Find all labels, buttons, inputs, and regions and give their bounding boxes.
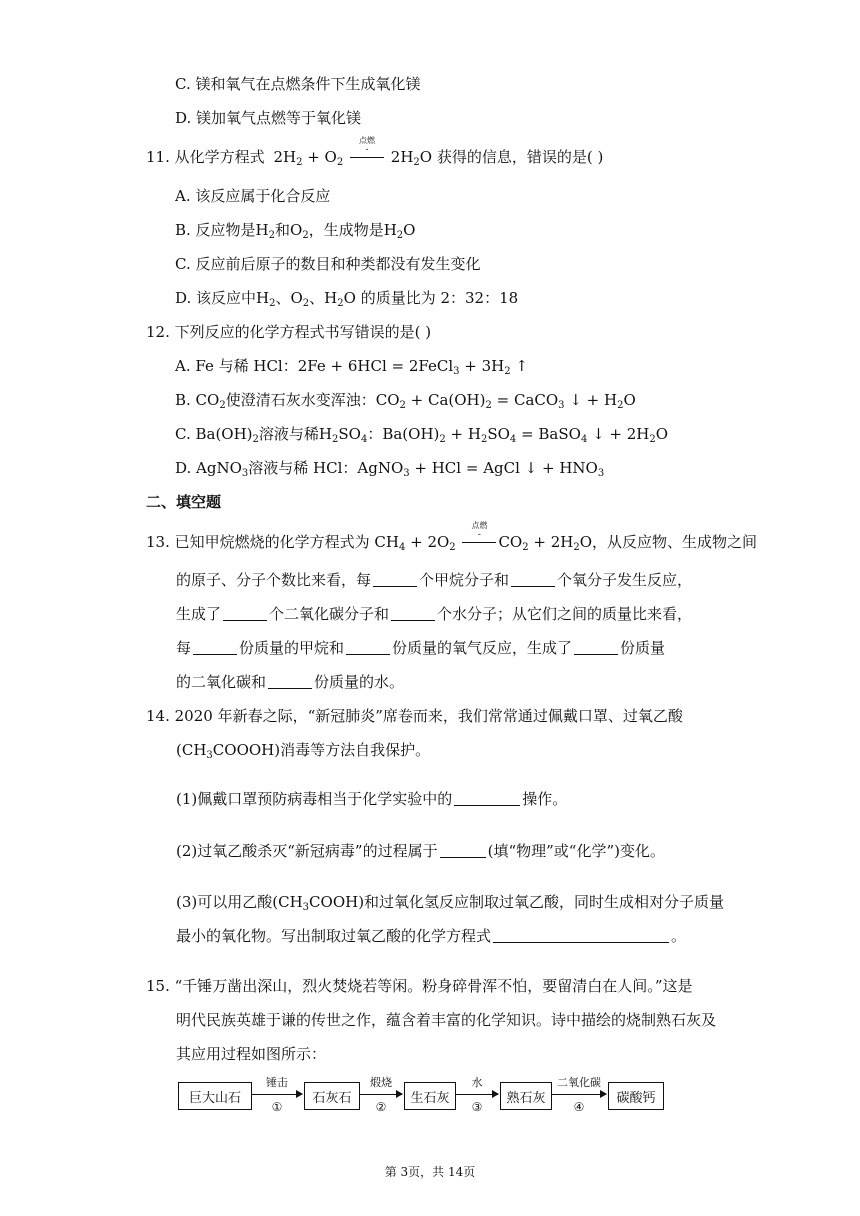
text-segment: D. AgNO bbox=[175, 459, 242, 477]
subscript: 4 bbox=[580, 434, 588, 445]
q14-line-2 bbox=[176, 740, 430, 766]
subscript: 4 bbox=[398, 542, 406, 553]
text-segment: 使澄清石灰水变浑浊：CO bbox=[225, 391, 400, 409]
text-segment: 已知甲烷燃烧的化学方程式为 CH bbox=[174, 533, 399, 551]
flow-box: 碳酸钙 bbox=[608, 1082, 664, 1110]
stem-text: 获得的信息，错误的是( ) bbox=[436, 148, 604, 166]
q11-option-a: A. 该反应属于化合反应 bbox=[175, 187, 331, 205]
q12-stem bbox=[146, 322, 431, 342]
q11-stem bbox=[146, 136, 604, 173]
subscript: 2 bbox=[219, 400, 226, 411]
question-number: 13. bbox=[146, 533, 170, 551]
text-segment: 份质量的氧气反应，生成了 bbox=[392, 639, 573, 657]
subscript: 3 bbox=[597, 468, 605, 479]
text-segment: O bbox=[623, 391, 636, 409]
q15-line-1 bbox=[146, 976, 692, 996]
text-segment: O bbox=[403, 221, 416, 239]
subscript: 2 bbox=[337, 298, 344, 309]
text-segment: 点燃 bbox=[471, 521, 488, 530]
subscript: 2 bbox=[573, 542, 580, 553]
text-segment: - bbox=[477, 530, 481, 540]
q13-line-3 bbox=[176, 604, 692, 624]
question-number: 15. bbox=[146, 977, 170, 995]
text-segment: + Ca(OH) bbox=[405, 391, 486, 409]
text-segment: O bbox=[655, 425, 669, 443]
subscript: 3 bbox=[453, 366, 460, 377]
q14-part-2 bbox=[176, 841, 665, 861]
text-segment: 份质量 bbox=[620, 639, 666, 657]
reaction-condition bbox=[462, 521, 496, 552]
text-segment: = CaCO bbox=[491, 391, 559, 409]
answer-blank[interactable] bbox=[346, 639, 390, 655]
eq-term: 2H bbox=[390, 148, 414, 166]
q11-option-d bbox=[175, 288, 518, 314]
text-segment: 份质量的水。 bbox=[314, 673, 405, 691]
text-segment: 生成了 bbox=[176, 605, 222, 623]
subscript: 3 bbox=[302, 902, 310, 913]
subscript: 2 bbox=[413, 157, 420, 168]
subscript: 3 bbox=[241, 468, 249, 479]
answer-blank[interactable] bbox=[268, 673, 312, 689]
text-segment: 个甲烷分子和 bbox=[419, 571, 510, 589]
question-number: 11. bbox=[146, 148, 170, 166]
subscript: 2 bbox=[522, 542, 529, 553]
subscript: 2 bbox=[336, 157, 344, 168]
q13-line-4 bbox=[176, 638, 665, 658]
page-footer: 第 3页，共 14页 bbox=[384, 1165, 476, 1179]
subscript: 2 bbox=[332, 434, 339, 445]
q12-option-b bbox=[175, 390, 636, 416]
text-segment: 个水分子；从它们之间的质量比来看， bbox=[437, 605, 693, 623]
text-segment: CO bbox=[498, 533, 523, 551]
q15-line-2: 明代民族英雄于谦的传世之作，蕴含着丰富的化学知识。诗中描绘的烧制熟石灰及 bbox=[176, 1011, 717, 1029]
text-segment: C. Ba(OH) bbox=[175, 425, 253, 443]
subscript: 2 bbox=[268, 230, 276, 241]
q13-line-1 bbox=[146, 521, 758, 558]
subscript: 2 bbox=[396, 230, 404, 241]
answer-blank[interactable] bbox=[574, 639, 618, 655]
text-segment: ：Ba(OH) bbox=[367, 425, 440, 443]
subscript: 3 bbox=[558, 400, 565, 411]
subscript: 2 bbox=[485, 400, 492, 411]
q14-part-3 bbox=[176, 892, 724, 918]
flow-box: 熟石灰 bbox=[500, 1082, 552, 1110]
text-segment: 的二氧化碳和 bbox=[176, 673, 267, 691]
q11-option-c: C. 反应前后原子的数目和种类都没有发生变化 bbox=[175, 255, 481, 273]
subscript: 4 bbox=[360, 434, 368, 445]
text-segment: B. 反应物是H bbox=[175, 221, 269, 239]
flow-arrow-label: 二氧化碳 bbox=[557, 1076, 601, 1089]
condition-label: 点燃 bbox=[359, 136, 376, 145]
q12-option-d bbox=[175, 458, 604, 484]
q13-line-2 bbox=[176, 570, 692, 590]
text-segment: 溶液与稀H bbox=[258, 425, 332, 443]
subscript: 2 bbox=[302, 298, 310, 309]
text-segment: O，从反应物、生成物之间 bbox=[579, 533, 758, 551]
text-segment: 。 bbox=[671, 927, 687, 945]
flow-step-number: ① bbox=[271, 1100, 283, 1114]
text-segment: 的原子、分子个数比来看，每 bbox=[176, 571, 372, 589]
flow-box: 巨大山石 bbox=[178, 1082, 252, 1110]
text-segment: A. Fe 与稀 HCl：2Fe + 6HCl = 2FeCl bbox=[175, 357, 454, 375]
subscript: 2 bbox=[504, 366, 511, 377]
text-segment: + 2O bbox=[405, 533, 450, 551]
subscript: 2 bbox=[617, 400, 624, 411]
q10-option-c: C. 镁和氧气在点燃条件下生成氧化镁 bbox=[175, 75, 421, 93]
flow-step-number: ③ bbox=[471, 1100, 483, 1114]
flow-arrow bbox=[552, 1094, 606, 1095]
q14-part-1 bbox=[176, 789, 567, 809]
flow-step-number: ② bbox=[375, 1100, 387, 1114]
text-segment: 、O bbox=[275, 289, 303, 307]
subscript: 2 bbox=[649, 434, 656, 445]
q10-option-d: D. 镁加氧气点燃等于氧化镁 bbox=[175, 109, 362, 127]
text-segment: ，生成物是H bbox=[308, 221, 397, 239]
eq-term: O bbox=[419, 148, 433, 166]
text-segment: 个二氧化碳分子和 bbox=[269, 605, 390, 623]
question-number: 12. bbox=[146, 323, 170, 341]
flow-arrow bbox=[252, 1094, 302, 1095]
q11-option-b bbox=[175, 220, 415, 246]
flow-arrow bbox=[456, 1094, 498, 1095]
answer-blank[interactable] bbox=[391, 605, 435, 621]
q13-line-5 bbox=[176, 672, 404, 692]
text-segment: 溶液与稀 HCl：AgNO bbox=[248, 459, 404, 477]
text-segment: B. CO bbox=[175, 391, 220, 409]
text-segment: (2)过氧乙酸杀灭“新冠病毒”的过程属于 bbox=[176, 842, 438, 860]
q14-line-1 bbox=[146, 706, 683, 726]
answer-blank[interactable] bbox=[193, 639, 237, 655]
answer-blank[interactable] bbox=[373, 571, 417, 587]
q12-option-a bbox=[175, 356, 528, 382]
condition-mark: - bbox=[365, 145, 369, 155]
q12-option-c bbox=[175, 424, 668, 450]
text-segment: COOOH)消毒等方法自我保护。 bbox=[212, 741, 431, 759]
text-segment: 和O bbox=[275, 221, 303, 239]
text-segment: “千锤万凿出深山，烈火焚烧若等闲。粉身碎骨浑不怕，要留清白在人间。”这是 bbox=[174, 977, 693, 995]
subscript: 2 bbox=[480, 434, 488, 445]
flow-box: 生石灰 bbox=[404, 1082, 456, 1110]
text-segment: SO bbox=[338, 425, 361, 443]
answer-blank[interactable] bbox=[454, 790, 520, 806]
text-segment: (1)佩戴口罩预防病毒相当于化学实验中的 bbox=[176, 790, 453, 808]
text-segment: ↓ + 2H bbox=[587, 425, 650, 443]
reaction-condition bbox=[350, 136, 384, 167]
question-number: 14. bbox=[146, 707, 170, 725]
text-segment: 、H bbox=[309, 289, 338, 307]
text-segment: SO bbox=[487, 425, 510, 443]
text-segment: COOH)和过氧化氢反应制取过氧乙酸，同时生成相对分子质量 bbox=[309, 893, 725, 911]
subscript: 3 bbox=[403, 468, 410, 479]
subscript: 2 bbox=[269, 298, 276, 309]
text-segment: = BaSO bbox=[516, 425, 581, 443]
stem-text: 从化学方程式 bbox=[174, 148, 265, 166]
text-segment: (填“物理”或“化学”)变化。 bbox=[487, 842, 665, 860]
text-segment: ↑ bbox=[510, 357, 528, 375]
text-segment: + H bbox=[445, 425, 481, 443]
q15-line-3: 其应用过程如图所示： bbox=[176, 1045, 327, 1063]
text-segment: + 3H bbox=[459, 357, 505, 375]
flow-arrow-label: 煅烧 bbox=[370, 1076, 392, 1089]
subscript: 2 bbox=[302, 230, 309, 241]
flow-box: 石灰石 bbox=[304, 1082, 360, 1110]
stem-text: 下列反应的化学方程式书写错误的是( ) bbox=[174, 323, 432, 341]
subscript: 2 bbox=[296, 157, 303, 168]
answer-blank[interactable] bbox=[223, 605, 267, 621]
process-flow-diagram bbox=[178, 1074, 664, 1122]
equation bbox=[273, 136, 436, 168]
text-segment: ↓ + H bbox=[564, 391, 618, 409]
text-segment: + 2H bbox=[528, 533, 574, 551]
section-heading: 二、填空题 bbox=[146, 493, 222, 511]
answer-blank[interactable] bbox=[493, 927, 669, 943]
eq-term: + O bbox=[307, 148, 337, 166]
text-segment: 个氧分子发生反应， bbox=[557, 571, 693, 589]
text-segment: 操作。 bbox=[522, 790, 568, 808]
subscript: 2 bbox=[399, 400, 406, 411]
eq-term: 2H bbox=[273, 148, 297, 166]
text-segment: (3)可以用乙酸(CH bbox=[176, 893, 303, 911]
flow-arrow bbox=[360, 1094, 402, 1095]
flow-step-number: ④ bbox=[573, 1100, 585, 1114]
text-segment: 2020 年新春之际，“新冠肺炎”席卷而来，我们常常通过佩戴口罩、过氧乙酸 bbox=[174, 707, 683, 725]
text-segment: + HCl = AgCl ↓ + HNO bbox=[409, 459, 598, 477]
flow-arrow-label: 锤击 bbox=[266, 1076, 288, 1089]
answer-blank[interactable] bbox=[511, 571, 555, 587]
text-segment: 份质量的甲烷和 bbox=[239, 639, 345, 657]
text-segment: 每 bbox=[176, 639, 192, 657]
subscript: 2 bbox=[252, 434, 259, 445]
flow-arrow-label: 水 bbox=[471, 1076, 483, 1089]
text-segment: 最小的氧化物。写出制取过氧乙酸的化学方程式 bbox=[176, 927, 492, 945]
text-segment: O 的质量比为 2：32：18 bbox=[343, 289, 519, 307]
answer-blank[interactable] bbox=[440, 842, 486, 858]
text-segment: D. 该反应中H bbox=[175, 289, 270, 307]
subscript: 4 bbox=[509, 434, 517, 445]
text-segment: (CH bbox=[176, 741, 207, 759]
subscript: 2 bbox=[439, 434, 446, 445]
q14-part-3-line-2 bbox=[176, 926, 686, 946]
subscript: 3 bbox=[206, 750, 213, 761]
subscript: 2 bbox=[449, 542, 456, 553]
